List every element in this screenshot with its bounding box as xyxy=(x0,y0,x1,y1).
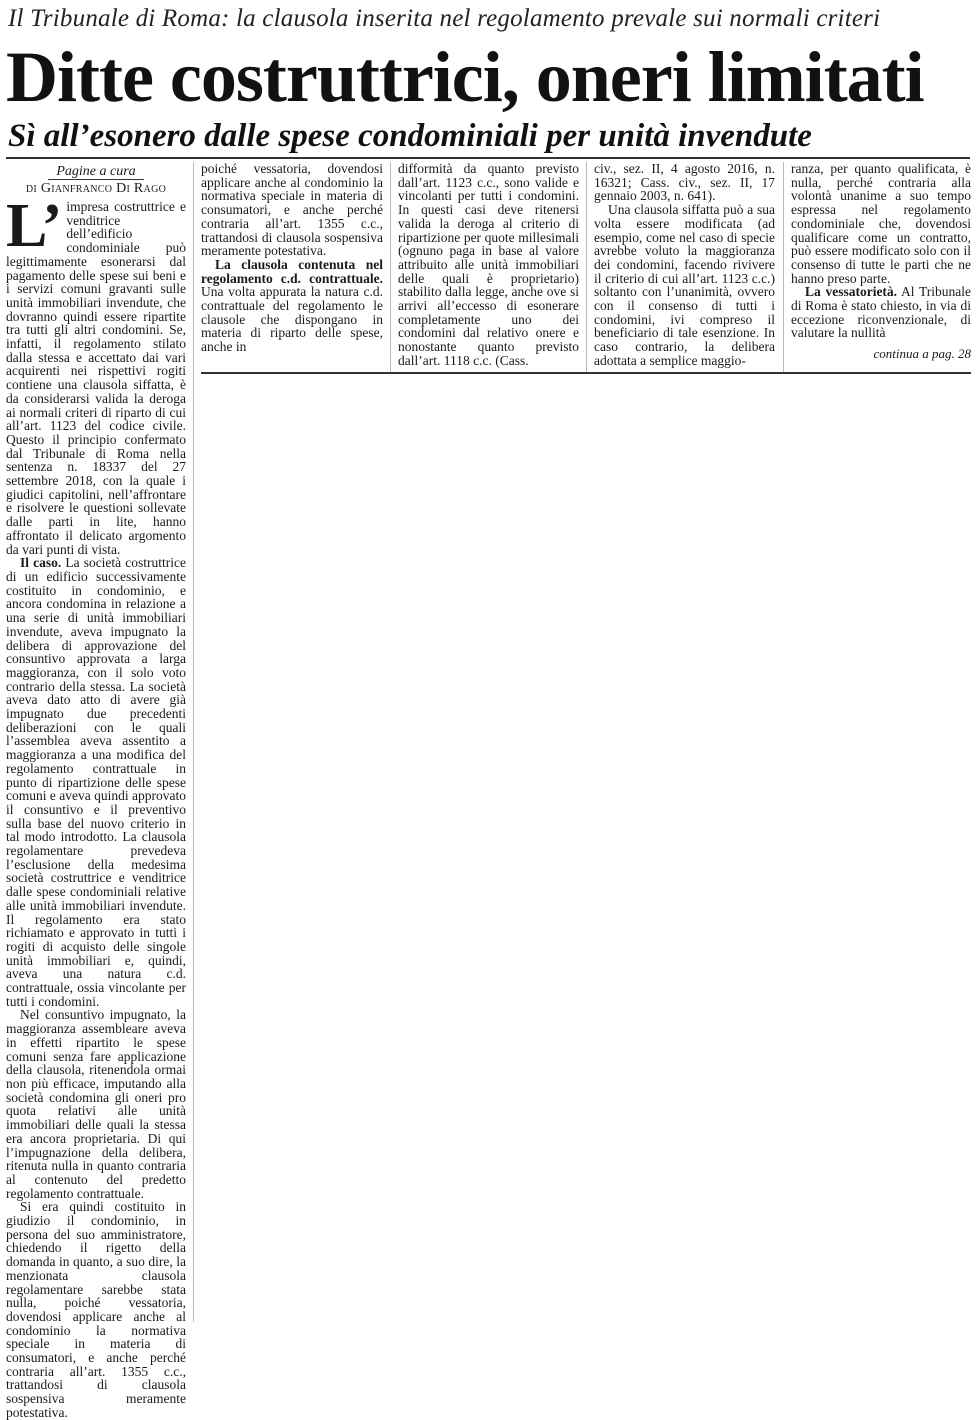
section-clausola-paragraph xyxy=(201,258,383,354)
kicker: Il Tribunale di Roma: la clausola inserita nel regolamento prevale sui normali criteri xyxy=(8,5,881,32)
column-4-text: Una clausola siffatta può a sua volta essere modificata (ad esempio, come nel caso di specie avrebbe voluto la maggioranza dei condomini, facendo rivivere il criterio di cui all’art. 1123 c.c.) soltanto con l’unanimità, ovvero con il consenso di tutti i condomini, ivi compreso il beneficiario di tale esenzione. In caso contrario, la delibera adottata a semplice maggio- xyxy=(594,202,775,368)
column-3-text: difformità da quanto previsto dall’art. 1123 c.c., sono valide e vincolanti per tutti i condomini. In questi casi deve ritenersi valida la deroga al criterio di ripartizione per quote millesimali (ognuno paga in base al valore attribuito alle unità immobiliari delle quali è proprietario) stabilito dalla legge, anche ove si arrivi all’eccesso di esonerare completamente uno dei condomini dal relativo onere e nonostante quanto previsto dall’art. 1118 c.c. (Cass. xyxy=(398,161,579,368)
article-column-4 xyxy=(594,162,775,372)
subhead: Sì all’esonero dalle spese condominiali per unità invendute xyxy=(8,118,812,154)
clausola-text-start: Una volta appurata la natura c.d. contrattuale del regolamento le clausole che dispongano in materia di riparto delle spese, anche in xyxy=(201,284,383,355)
column-4-citations: civ., sez. II, 4 agosto 2016, n. 16321; Cass. civ., sez. II, 17 gennaio 2003, n. 641). xyxy=(594,161,775,204)
section-caso-paragraph xyxy=(6,556,186,1008)
column-5-text: ranza, per quanto qualificata, è nulla, perché contraria alla volontà unanime a suo tempo espressa nel regolamento condominiale che, dovendosi qualificare come un contratto, può essere modificato solo con il consenso di tutte le parti che ne hanno preso parte. xyxy=(791,161,971,286)
column-divider xyxy=(193,162,194,1322)
caso-paragraph-2: Nel consuntivo impugnato, la maggioranza assembleare aveva in effetti ripartito le spese comuni senza fare applicazione della clausola, ritenendola ormai non più efficace, imputando alla società condomina gli oneri pro quota relativi alle unità immobiliari delle quali la stessa era ancora proprietaria. Di qui l’impugnazione della delibera, ritenuta nulla in quanto contraria al contenuto del predetto regolamento contrattuale. xyxy=(6,1007,186,1201)
article-column-3 xyxy=(398,162,579,372)
drop-cap: L’ xyxy=(6,192,63,260)
intro-paragraph xyxy=(6,192,186,557)
top-rule xyxy=(6,157,970,159)
caso-paragraph-3: Si era quindi costituito in giudizio il condominio, in persona del suo amministratore, chiedendo il rigetto della domanda in quanto, a suo dire, la menzionata clausola regolamentare sarebbe stata nulla, poiché vessatoria, dovendosi applicare anche al condominio la normativa speciale in materia di consumatori, e anche perché contraria all’art. 1355 c.c., trattandosi di clausola sospensiva meramente potestativa. xyxy=(6,1199,186,1420)
intro-text: impresa costruttrice e venditrice dell’edificio condominiale può legittimamente esonerarsi dal pagamento delle spese sui beni e i servizi comuni gravanti sulle unità immobiliari invendute, che dovranno quindi essere ripartite tra tutti gli altri condomini. Se, infatti, il regolamento stilato dalla stessa e accettato dai vari acquirenti nei rispettivi rogiti contiene una clausola siffatta, è da considerarsi valida la deroga ai normali criteri di riparto di cui all’art. 1123 del codice civile. Questo il principio confermato dal Tribunale di Roma nella sentenza n. 18337 del 27 settembre 2018, con la quale i giudici capitolini, nell’affrontare e risolvere le questioni sollevate dalle parti in lite, hanno affrontato il delicato argomento da vari punti di vista. xyxy=(6,199,186,557)
section-title-vessatorieta: La vessatorietà. xyxy=(805,284,898,300)
section-title-clausola: La clausola contenuta nel regolamento c.d. contrattuale. xyxy=(201,256,383,286)
vessatorieta-text: Al Tribunale di Roma è stato chiesto, in via di eccezione riconvenzionale, di valutare la nullità xyxy=(791,284,971,341)
section-title-caso: Il caso. xyxy=(20,555,62,571)
column-divider xyxy=(783,162,784,372)
article-column-1 xyxy=(6,192,186,1420)
section-vessatorieta-paragraph xyxy=(791,285,971,340)
byline-label: Pagine a cura xyxy=(48,164,143,180)
bottom-rule xyxy=(201,372,971,374)
headline: Ditte costruttrici, oneri limitati xyxy=(6,37,924,117)
column-2-text: poiché vessatoria, dovendosi applicare anche al condominio la normativa speciale in materia di consumatori, e anche perché contraria all’art. 1355 c.c., trattandosi di clausola sospensiva meramente potestativa. xyxy=(201,161,383,259)
caso-text-1: La società costruttrice di un edificio successivamente costituito in condominio, e ancora condomina in relazione a una serie di unità immobiliari invendute, aveva impugnato la delibera di approvazione del consuntivo approvata a larga maggioranza, con il solo voto contrario della stessa. La società aveva dato atto di avere già impugnato due precedenti deliberazioni con le quali l’assemblea aveva assentito a maggioranza a una modifica del regolamento contrattuale in punto di ripartizione delle spese comuni e aveva quindi approvato il consuntivo e il preventivo sulla base del nuovo criterio in tal modo introdotto. La clausola regolamentare prevedeva l’esclusione della medesima società costruttrice e venditrice dalle spese condominiali relative alle unità immobiliari invendute. Il regolamento era stato richiamato e approvato in tutti i rogiti di acquisto delle singole unità immobiliari e, quindi, aveva una natura c.d. contrattuale, ossia vincolante per tutti i condomini. xyxy=(6,555,186,1009)
byline-author: di Gianfranco Di Rago xyxy=(25,181,167,196)
column-divider xyxy=(586,162,587,372)
article-column-2 xyxy=(201,162,383,372)
column-divider xyxy=(390,162,391,372)
article-column-5 xyxy=(791,162,971,342)
continued-on-page: continua a pag. 28 xyxy=(873,346,971,361)
